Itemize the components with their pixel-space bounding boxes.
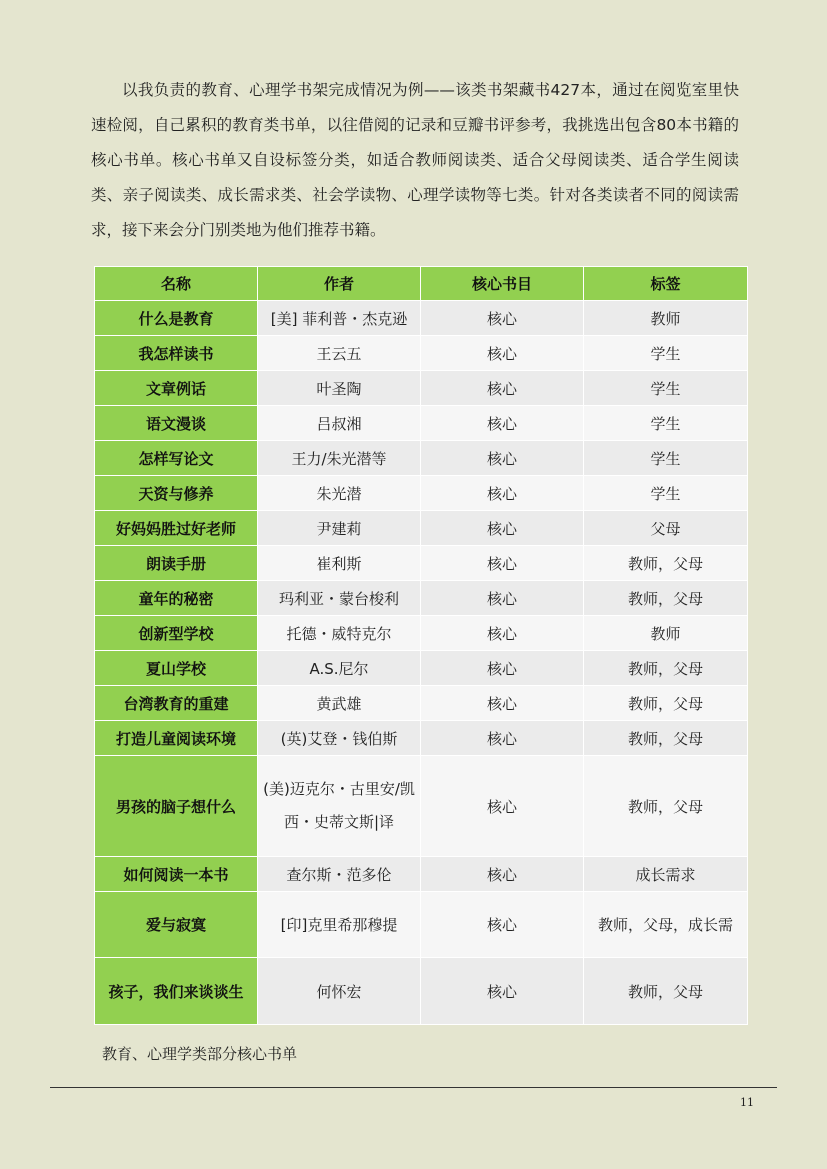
book-tag: 教师，父母 xyxy=(584,686,748,721)
table-row xyxy=(95,616,748,651)
page-number: 11 xyxy=(740,1096,754,1109)
book-core: 核心 xyxy=(421,958,584,1025)
table-row xyxy=(95,546,748,581)
book-core: 核心 xyxy=(421,721,584,756)
table-row xyxy=(95,511,748,546)
book-core: 核心 xyxy=(421,686,584,721)
book-tag: 教师，父母 xyxy=(584,721,748,756)
table-row xyxy=(95,857,748,892)
book-name: 怎样写论文 xyxy=(95,441,258,476)
book-core: 核心 xyxy=(421,892,584,958)
header-author: 作者 xyxy=(258,267,421,301)
book-author: 崔利斯 xyxy=(258,546,421,581)
book-author: A.S.尼尔 xyxy=(258,651,421,686)
book-tag: 成长需求 xyxy=(584,857,748,892)
book-author: 托德・威特克尔 xyxy=(258,616,421,651)
table-row xyxy=(95,581,748,616)
book-tag: 学生 xyxy=(584,476,748,511)
book-name: 朗读手册 xyxy=(95,546,258,581)
header-tag: 标签 xyxy=(584,267,748,301)
book-author: 吕叔湘 xyxy=(258,406,421,441)
book-name: 打造儿童阅读环境 xyxy=(95,721,258,756)
table-row xyxy=(95,721,748,756)
book-name: 好妈妈胜过好老师 xyxy=(95,511,258,546)
book-author: (美)迈克尔・古里安/凯西・史蒂文斯|译 xyxy=(258,756,421,857)
book-name: 男孩的脑子想什么 xyxy=(95,756,258,857)
book-tag: 学生 xyxy=(584,406,748,441)
table-row xyxy=(95,371,748,406)
book-core: 核心 xyxy=(421,616,584,651)
book-name: 什么是教育 xyxy=(95,301,258,336)
table-caption: 教育、心理学类部分核心书单 xyxy=(102,1045,298,1063)
book-author: [美] 菲利普・杰克逊 xyxy=(258,301,421,336)
book-author: 王力/朱光潜等 xyxy=(258,441,421,476)
table-row xyxy=(95,686,748,721)
book-name: 如何阅读一本书 xyxy=(95,857,258,892)
book-author: (英)艾登・钱伯斯 xyxy=(258,721,421,756)
book-tag: 教师 xyxy=(584,616,748,651)
book-author: 何怀宏 xyxy=(258,958,421,1025)
book-core: 核心 xyxy=(421,756,584,857)
book-tag: 学生 xyxy=(584,371,748,406)
book-name: 文章例话 xyxy=(95,371,258,406)
book-name: 爱与寂寞 xyxy=(95,892,258,958)
book-tag: 教师 xyxy=(584,301,748,336)
table-row xyxy=(95,892,748,958)
book-tag: 教师，父母 xyxy=(584,651,748,686)
book-name: 我怎样读书 xyxy=(95,336,258,371)
book-author: 叶圣陶 xyxy=(258,371,421,406)
book-tag: 教师，父母，成长需 xyxy=(584,892,748,958)
book-core: 核心 xyxy=(421,511,584,546)
book-tag: 学生 xyxy=(584,336,748,371)
table-row xyxy=(95,756,748,857)
book-tag: 父母 xyxy=(584,511,748,546)
book-tag: 学生 xyxy=(584,441,748,476)
book-core: 核心 xyxy=(421,406,584,441)
book-name: 童年的秘密 xyxy=(95,581,258,616)
book-core: 核心 xyxy=(421,651,584,686)
book-author: 尹建莉 xyxy=(258,511,421,546)
book-name: 孩子，我们来谈谈生 xyxy=(95,958,258,1025)
header-name: 名称 xyxy=(95,267,258,301)
footer-rule xyxy=(50,1087,777,1088)
table-header-row xyxy=(95,267,748,301)
book-core: 核心 xyxy=(421,441,584,476)
book-core: 核心 xyxy=(421,476,584,511)
header-core: 核心书目 xyxy=(421,267,584,301)
intro-paragraph: 以我负责的教育、心理学书架完成情况为例——该类书架藏书427本，通过在阅览室里快速检阅，自己累积的教育类书单，以往借阅的记录和豆瓣书评参考，我挑选出包含80本书籍的核心书单。核心书单又自设标签分类，如适合教师阅读类、适合父母阅读类、适合学生阅读类、亲子阅读类、成长需求类、社会学读物、心理学读物等七类。针对各类读者不同的阅读需求，接下来会分门别类地为他们推荐书籍。 xyxy=(91,81,739,239)
book-core: 核心 xyxy=(421,857,584,892)
table-row xyxy=(95,651,748,686)
book-core: 核心 xyxy=(421,371,584,406)
table-row xyxy=(95,476,748,511)
book-name: 天资与修养 xyxy=(95,476,258,511)
book-author: [印]克里希那穆提 xyxy=(258,892,421,958)
book-name: 语文漫谈 xyxy=(95,406,258,441)
book-tag: 教师，父母 xyxy=(584,958,748,1025)
table-row xyxy=(95,958,748,1025)
book-core: 核心 xyxy=(421,301,584,336)
table-row xyxy=(95,441,748,476)
book-tag: 教师，父母 xyxy=(584,546,748,581)
book-author: 王云五 xyxy=(258,336,421,371)
book-core: 核心 xyxy=(421,336,584,371)
book-tag: 教师，父母 xyxy=(584,756,748,857)
book-core: 核心 xyxy=(421,546,584,581)
book-tag: 教师，父母 xyxy=(584,581,748,616)
book-name: 台湾教育的重建 xyxy=(95,686,258,721)
table-row xyxy=(95,406,748,441)
book-name: 创新型学校 xyxy=(95,616,258,651)
book-author: 玛利亚・蒙台梭利 xyxy=(258,581,421,616)
table-row xyxy=(95,336,748,371)
table-row xyxy=(95,301,748,336)
core-booklist-table xyxy=(94,266,748,1025)
book-author: 查尔斯・范多伦 xyxy=(258,857,421,892)
book-core: 核心 xyxy=(421,581,584,616)
book-author: 朱光潜 xyxy=(258,476,421,511)
book-name: 夏山学校 xyxy=(95,651,258,686)
book-author: 黄武雄 xyxy=(258,686,421,721)
